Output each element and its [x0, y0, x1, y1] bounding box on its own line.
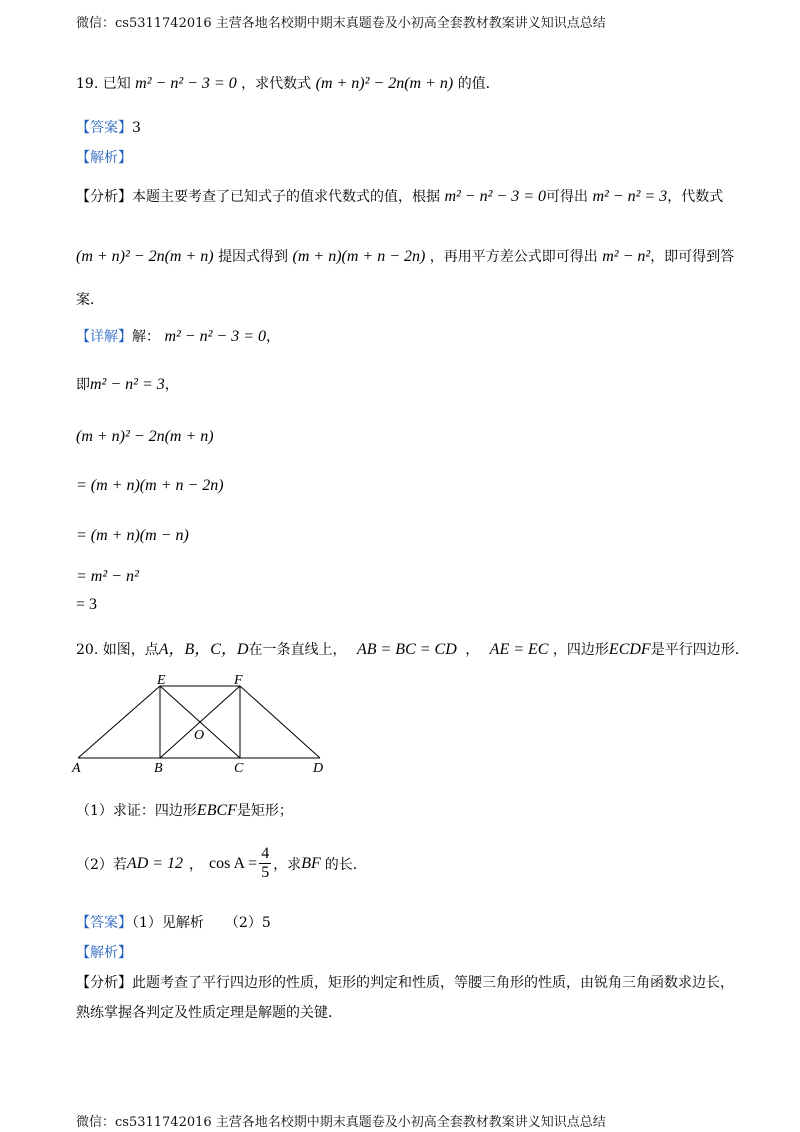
q19-fenxi-line1 [76, 186, 723, 206]
q20-sub1-prefix: （1）求证：四边形 [76, 803, 197, 819]
q20-sub2-num: 4 [261, 845, 270, 862]
q19-fenxi-line2-text2: ，再用平方差公式即可得出 [429, 249, 598, 265]
label-a: A [72, 761, 81, 776]
label-d: D [313, 761, 324, 776]
q20-analysis-tag: 【解析】 [76, 945, 132, 961]
q20-eq1: AB = BC = CD [356, 641, 457, 658]
q20-answer [76, 912, 271, 932]
q19-step2: = (m + n)(m + n − 2n) [76, 477, 224, 494]
q20-sub2-prefix: （2）若 [76, 856, 127, 873]
q19-ji-label: 即 [76, 377, 90, 393]
q19-ji [76, 374, 179, 394]
q19-fenxi-line2-text3: ，即可得到答 [650, 249, 735, 265]
q20-is-para: 是平行四边形． [650, 642, 749, 658]
q20-sub2-target: BF [301, 854, 321, 872]
line-ae [78, 686, 160, 758]
q20-fenxi-text1: 此题考查了平行四边形的性质，矩形的判定和性质，等腰三角形的性质，由锐角三角函数求边长， [132, 975, 734, 991]
q19-detail-comma: ， [266, 329, 280, 345]
q20-sub2: （2）若 AD = 12 ， cos A = $\frac{4}{5}$ ，求 BF 的长． [76, 845, 367, 881]
q19-fenxi-tag: 【分析】 [76, 189, 132, 205]
q20-answer-tag: 【答案】 [76, 915, 132, 931]
q20-figure [68, 672, 338, 782]
label-c: C [234, 761, 244, 776]
page-footer: 微信：cs5311742016 主营各地名校期中期末真题卷及小初高全套教材教案讲义知识点总结 [76, 1115, 606, 1130]
q19-stem [76, 73, 500, 93]
q20-fenxi-tag: 【分析】 [76, 975, 132, 991]
q19-fenxi-text1: 本题主要考查了已知式子的值求代数式的值，根据 [132, 189, 440, 205]
q19-number: 19. 已知 [76, 76, 131, 92]
line-fd [240, 686, 320, 758]
q19-fenxi-line3: 案． [76, 292, 104, 308]
q19-fenxi-expr: (m + n)² − 2n(m + n) [76, 248, 214, 265]
q20-points: A，B，C，D [158, 641, 249, 658]
page-header: 微信：cs5311742016 主营各地名校期中期末真题卷及小初高全套教材教案讲义知识点总结 [76, 16, 606, 31]
q20-number: 20. 如图，点 [76, 642, 159, 658]
q19-step3: = (m + n)(m − n) [76, 527, 189, 544]
q19-ji-comma: ， [164, 377, 179, 393]
q20-fenxi-line1 [76, 972, 734, 992]
q20-sub2-den: 5 [261, 864, 270, 881]
q19-answer-tag: 【答案】 [76, 120, 132, 136]
q20-quad-name: ECDF [608, 641, 651, 658]
q20-sub2-suffix: 的长． [324, 856, 367, 873]
q19-detail-eq: m² − n² − 3 = 0 [164, 328, 266, 345]
q19-detail-tag: 【详解】 [76, 329, 132, 345]
q20-sub1-name: EBCF [196, 802, 237, 819]
q19-tail: 的值． [457, 76, 500, 92]
q19-fenxi-expr2: (m + n)(m + n − 2n) [292, 248, 426, 265]
q19-ji-eq: m² − n² = 3 [90, 376, 165, 393]
q20-on-line: 在一条直线上， [248, 642, 347, 658]
q20-stem: 20. 如图，点A，B，C，D在一条直线上， AB = BC = CD ， AE = EC ，四边形ECDF是平行四边形． [76, 641, 749, 658]
q19-fenxi-eq1: m² − n² − 3 = 0 [444, 188, 546, 205]
label-f: F [234, 673, 243, 688]
q20-answer-text: （1）见解析 （2）5 [132, 915, 271, 931]
q19-answer-value: 3 [132, 120, 141, 136]
q19-fenxi-eq2: m² − n² = 3 [592, 188, 668, 205]
q19-mid: ，求代数式 [241, 76, 312, 92]
q20-sub2-fraction [259, 846, 271, 881]
q20-sub1-suffix: 是矩形； [236, 803, 293, 819]
q19-fenxi-text3: ，代数式 [667, 189, 724, 205]
q19-fenxi-line2-text1: 提因式得到 [218, 249, 289, 265]
q19-detail-text: 解： [132, 329, 160, 345]
q20-sub2-cos: cos A = [209, 854, 258, 872]
q19-analysis-tag: 【解析】 [76, 150, 132, 166]
q19-step5: = 3 [76, 596, 98, 613]
label-e: E [157, 673, 166, 688]
q20-eq2: AE = EC [489, 641, 549, 658]
label-o: O [194, 728, 205, 743]
q19-fenxi-expr3: m² − n² [602, 248, 651, 265]
q19-fenxi-text2: 可得出 [546, 189, 588, 205]
q19-expression: (m + n)² − 2n(m + n) [315, 75, 454, 92]
q20-sub2-eq: AD = 12 [126, 854, 184, 872]
q20-fenxi-line2: 熟练掌握各判定及性质定理是解题的关键． [76, 1005, 342, 1021]
q19-step1: (m + n)² − 2n(m + n) [76, 428, 214, 445]
q19-answer [76, 117, 141, 137]
label-b: B [154, 761, 163, 776]
q20-sub1 [76, 800, 293, 820]
q19-detail [76, 326, 280, 346]
q20-sub2-mid: ，求 [273, 856, 302, 873]
q20-quad-text: ，四边形 [552, 642, 609, 658]
q19-fenxi-line2 [76, 246, 734, 266]
q19-condition: m² − n² − 3 = 0 [135, 75, 237, 92]
q19-step4: = m² − n² [76, 568, 139, 585]
